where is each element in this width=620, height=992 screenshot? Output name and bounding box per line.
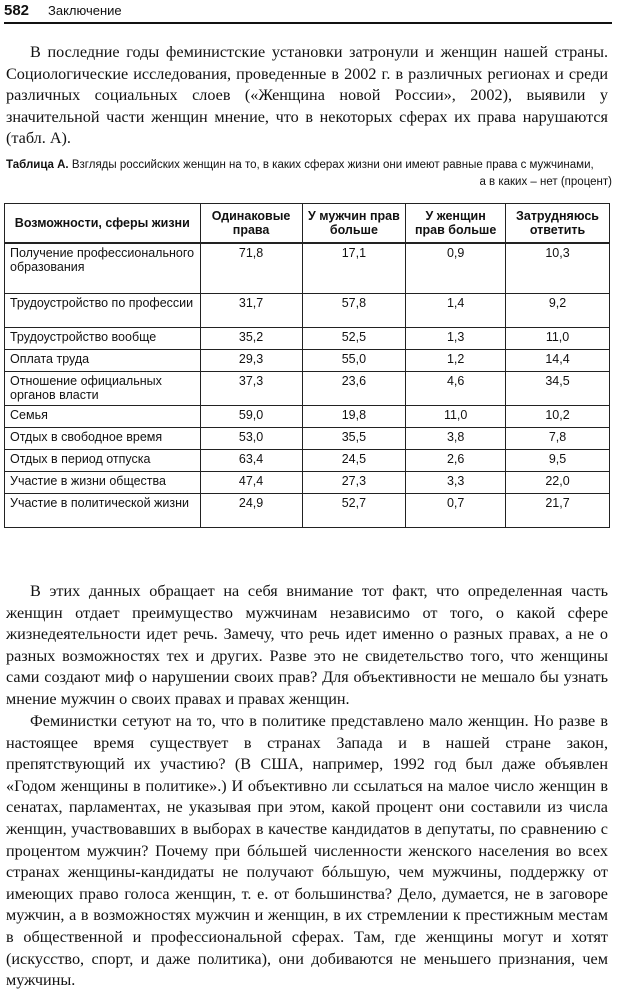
- table-cell-sphere: Трудоустройство по профессии: [5, 293, 201, 327]
- paragraph-politics: Феминистки сетуют на то, что в политике представлено мало женщин. Но разве в настоящее время существует в странах Запада и в нашей стране закон, препятствующий их участию? (В США, например, 1992 год был даже объявлен «Годом женщины в политике».) И объективно ли ссылаться на малое число женщин в сенатах, парламентах, не указывая при этом, какой процент они составили из числа женщин, участвовавших в выборах в качестве кандидатов в депутаты, по сравнению с процентом мужчин? Почему при бóльшей численности женского населения во всех странах женщины-кандидаты не получают бóльшую, чем мужчины, поддержку от имеющих право голоса женщин, т. е. от большинства? Дело, думается, не в заговоре мужчин, а в возможностях мужчин и женщин, в их стремлении к престижным местам в общественной и профессиональной сферах. Там, где женщины могут и хотят (искусство, спорт, и даже политика), они добиваются не меньшего признания, чем мужчины.: [6, 712, 608, 990]
- table-cell-value: 3,3: [406, 471, 506, 493]
- table-cell-value: 10,2: [506, 405, 610, 427]
- table-cell-value: 55,0: [302, 349, 406, 371]
- page-number: 582: [4, 2, 30, 19]
- table-row: [5, 293, 610, 327]
- column-header: Затрудняюсь ответить: [506, 204, 610, 244]
- table-cell-value: 1,3: [406, 327, 506, 349]
- table-cell-sphere: Участие в политической жизни: [5, 493, 201, 527]
- table-cell-value: 1,4: [406, 293, 506, 327]
- paragraph-intro: В последние годы феминистские установки затронули и женщин нашей страны. Социологические исследования, проведенные в 2002 г. в различных регионах и среди различных социальных слоев («Женщина новой России», 2002), выявили у значительной части женщин мнение, что в некоторых сферах их права нарушаются (табл. А).: [6, 43, 608, 148]
- table-row: [5, 243, 610, 293]
- table-row: [5, 349, 610, 371]
- paragraph-analysis: В этих данных обращает на себя внимание тот факт, что определенная часть женщин отдает преимущество мужчинам независимо от того, о какой сфере жизнедеятельности идет речь. Замечу, что речь идет именно о разных правах, а не о разных возможностях тех и других. Разве это не свидетельство того, что женщины сами создают миф о нарушении своих прав? Для объективности не мешало бы узнать мнение мужчин о своих правах и правах женщин.: [6, 582, 608, 708]
- table-cell-value: 7,8: [506, 427, 610, 449]
- table-cell-value: 21,7: [506, 493, 610, 527]
- table-cell-value: 37,3: [200, 371, 302, 405]
- table-cell-sphere: Отдых в период отпуска: [5, 449, 201, 471]
- table-row: [5, 371, 610, 405]
- table-row: [5, 427, 610, 449]
- table-cell-value: 11,0: [506, 327, 610, 349]
- table-cell-value: 35,2: [200, 327, 302, 349]
- section-title: Заключение: [48, 3, 122, 18]
- table-cell-value: 47,4: [200, 471, 302, 493]
- table-cell-value: 19,8: [302, 405, 406, 427]
- table-cell-value: 24,5: [302, 449, 406, 471]
- table-cell-sphere: Семья: [5, 405, 201, 427]
- table-cell-value: 9,5: [506, 449, 610, 471]
- table-cell-value: 24,9: [200, 493, 302, 527]
- table-cell-value: 34,5: [506, 371, 610, 405]
- table-cell-value: 17,1: [302, 243, 406, 293]
- table-row: [5, 471, 610, 493]
- table-cell-value: 22,0: [506, 471, 610, 493]
- table-cell-value: 14,4: [506, 349, 610, 371]
- table-row: [5, 327, 610, 349]
- table-cell-value: 23,6: [302, 371, 406, 405]
- table-caption: [6, 157, 612, 191]
- table-row: [5, 493, 610, 527]
- table-cell-sphere: Участие в жизни общества: [5, 471, 201, 493]
- table-caption-label: Таблица А.: [6, 159, 69, 171]
- column-header: Одинаковые права: [200, 204, 302, 244]
- table-row: [5, 449, 610, 471]
- table-header-row: [5, 204, 610, 244]
- table-cell-value: 2,6: [406, 449, 506, 471]
- survey-table: [4, 203, 610, 528]
- table-cell-value: 0,7: [406, 493, 506, 527]
- table-cell-value: 59,0: [200, 405, 302, 427]
- page-header: [4, 0, 612, 24]
- table-body: [5, 243, 610, 527]
- table-cell-value: 31,7: [200, 293, 302, 327]
- table-cell-value: 10,3: [506, 243, 610, 293]
- table-cell-value: 52,7: [302, 493, 406, 527]
- table-cell-sphere: Оплата труда: [5, 349, 201, 371]
- table-cell-value: 35,5: [302, 427, 406, 449]
- table-row: [5, 405, 610, 427]
- table-cell-sphere: Отношение официальных органов власти: [5, 371, 201, 405]
- table-cell-value: 1,2: [406, 349, 506, 371]
- table-cell-value: 3,8: [406, 427, 506, 449]
- table-cell-value: 29,3: [200, 349, 302, 371]
- table-cell-value: 11,0: [406, 405, 506, 427]
- table-cell-sphere: Трудоустройство вообще: [5, 327, 201, 349]
- column-header: У мужчин прав больше: [302, 204, 406, 244]
- table-cell-value: 0,9: [406, 243, 506, 293]
- table-caption-line1: Взгляды российских женщин на то, в каких сферах жизни они имеют равные права с мужчинами,: [71, 159, 594, 171]
- column-header: У женщин прав больше: [406, 204, 506, 244]
- table-cell-value: 57,8: [302, 293, 406, 327]
- table-cell-sphere: Отдых в свободное время: [5, 427, 201, 449]
- table-cell-value: 27,3: [302, 471, 406, 493]
- table-cell-value: 9,2: [506, 293, 610, 327]
- table-caption-line2: а в каких – нет (процент): [479, 176, 612, 188]
- table-cell-value: 63,4: [200, 449, 302, 471]
- table-cell-value: 52,5: [302, 327, 406, 349]
- table-cell-sphere: Получение профессионального образования: [5, 243, 201, 293]
- table-cell-value: 4,6: [406, 371, 506, 405]
- table-cell-value: 71,8: [200, 243, 302, 293]
- column-header: Возможности, сферы жизни: [5, 204, 201, 244]
- table-cell-value: 53,0: [200, 427, 302, 449]
